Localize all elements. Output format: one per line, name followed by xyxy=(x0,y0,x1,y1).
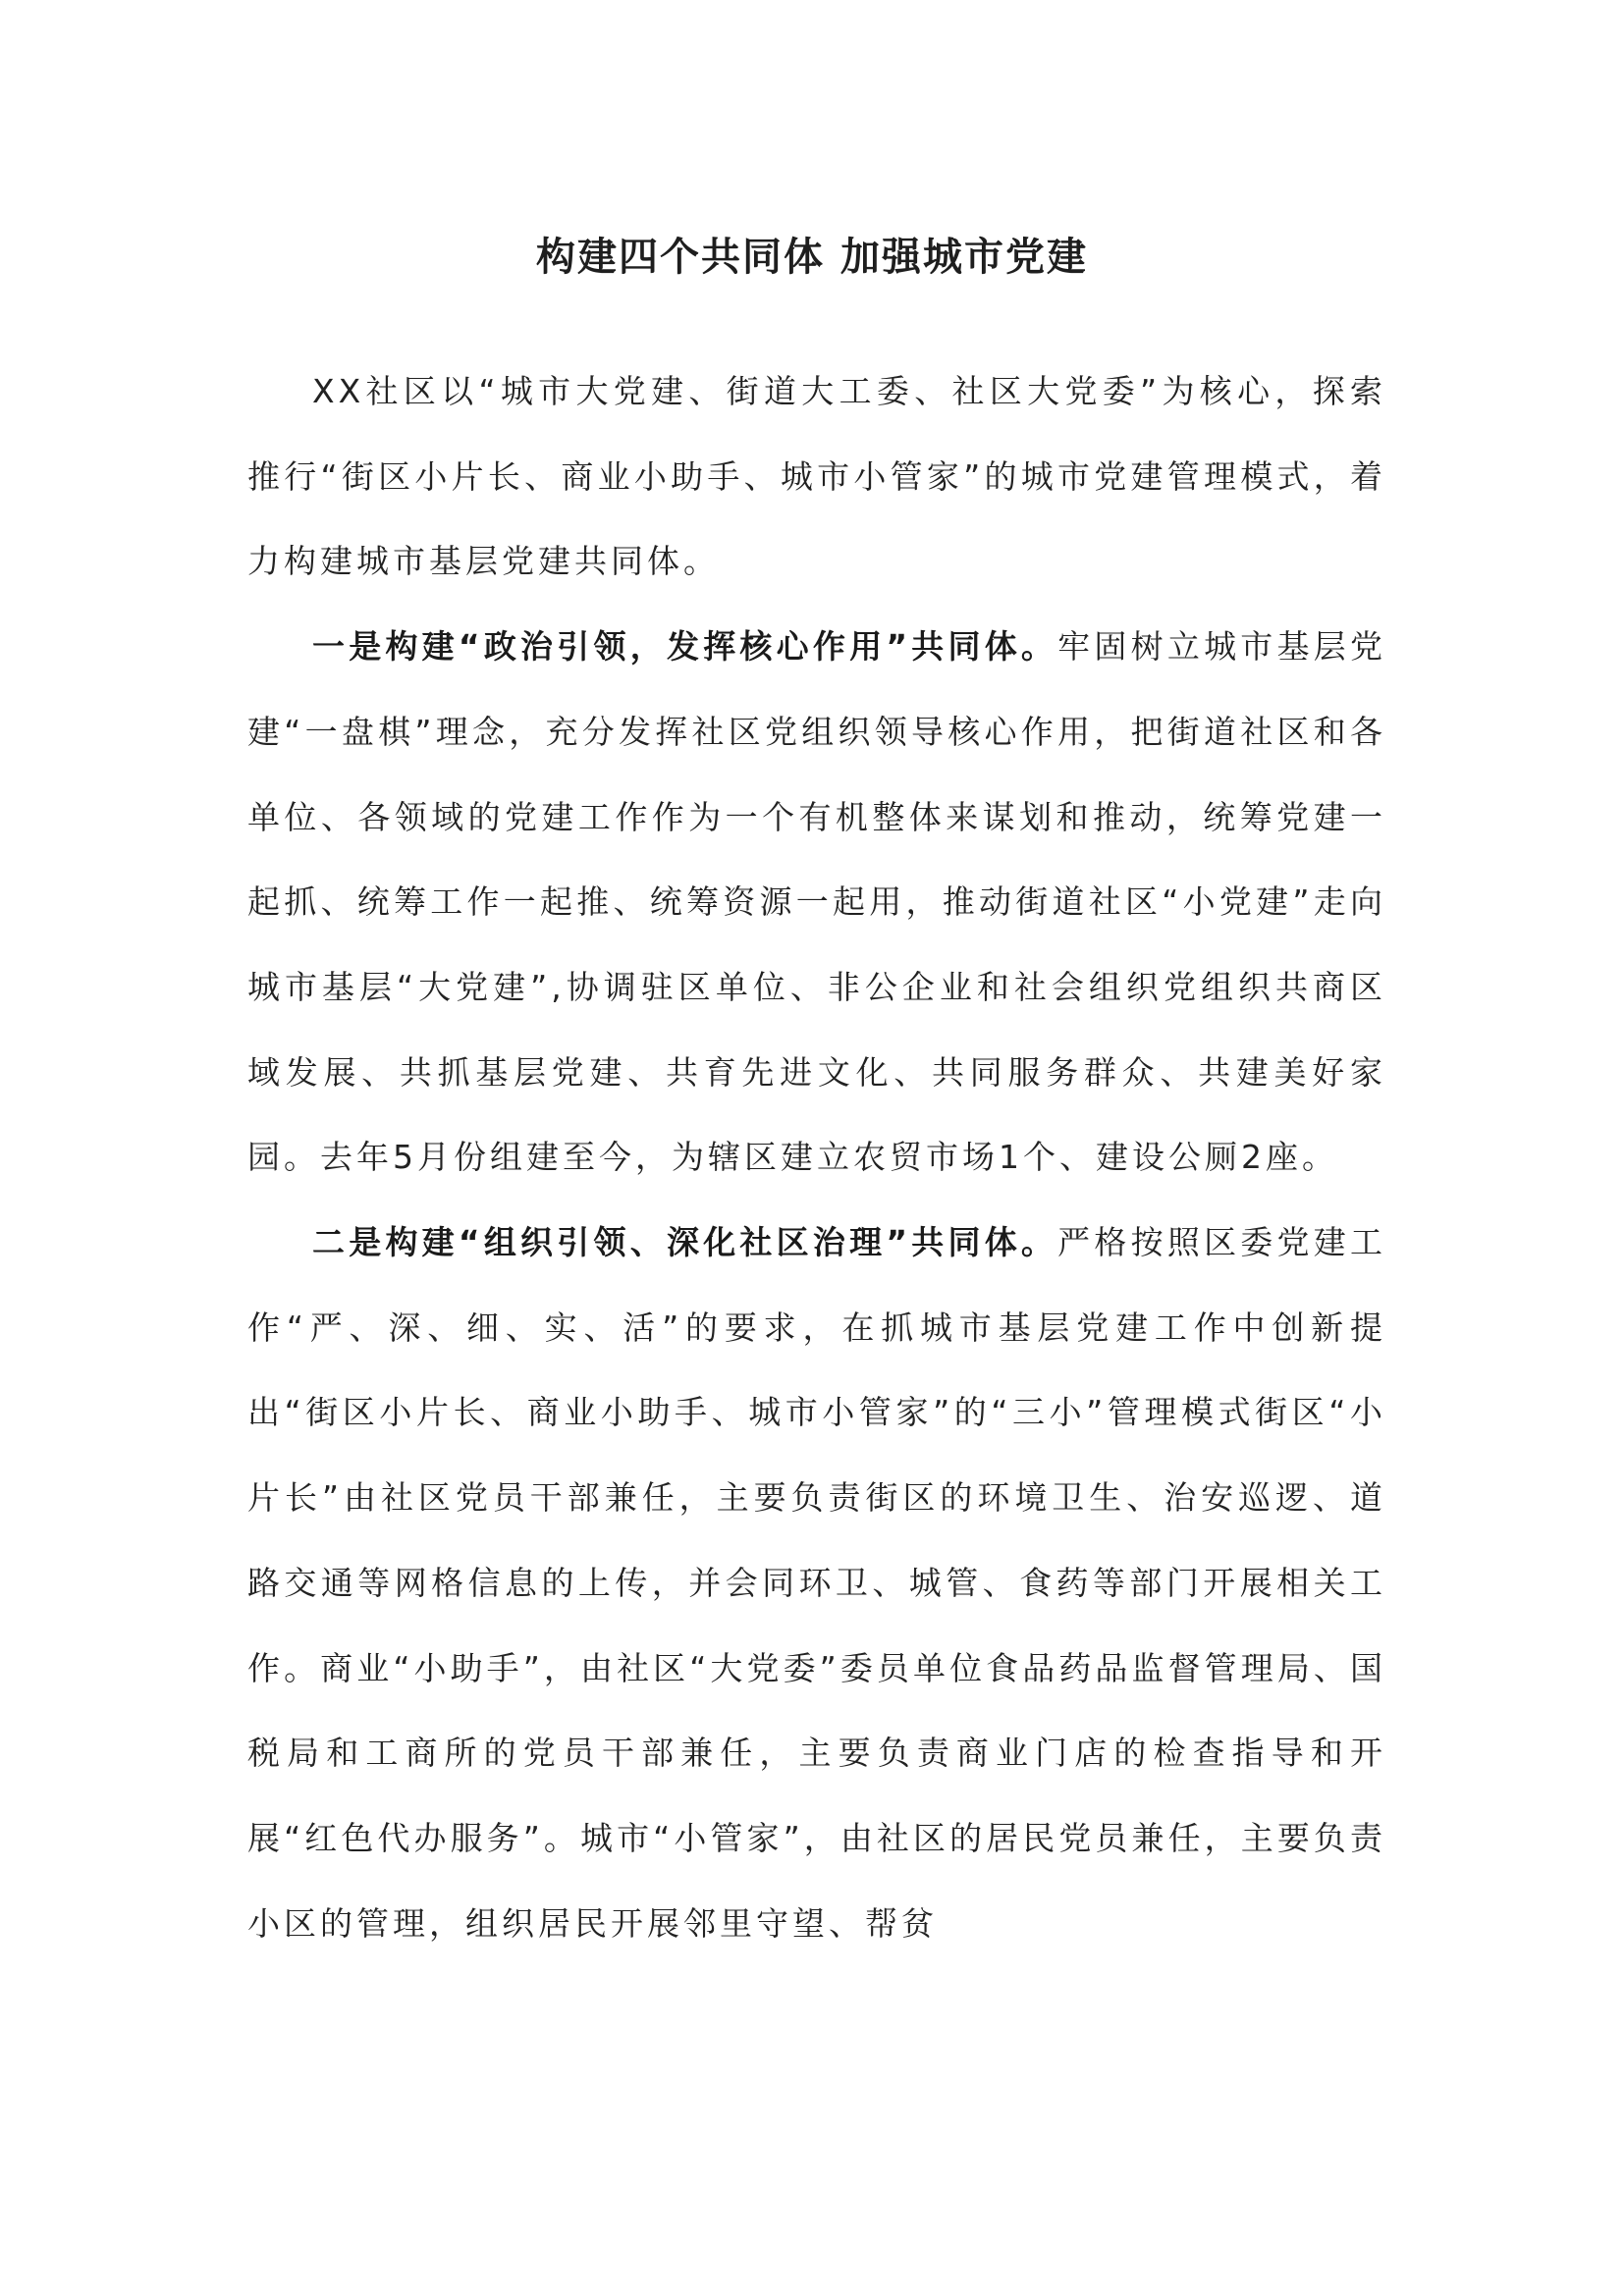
document-title: 构建四个共同体 加强城市党建 xyxy=(536,235,1088,280)
paragraph-organizational-leadership xyxy=(247,1201,1386,1966)
document-body xyxy=(247,349,1386,1966)
paragraph-intro xyxy=(247,349,1386,605)
paragraph-text: XX社区以“城市大党建、街道大工委、社区大党委”为核心，探索推行“街区小片长、商业小助手、城市小管家”的城市党建管理模式，着力构建城市基层党建共同体。 xyxy=(247,372,1386,581)
paragraph-text: 牢固树立城市基层党建“一盘棋”理念，充分发挥社区党组织领导核心作用，把街道社区和各单位、各领域的党建工作作为一个有机整体来谋划和推动，统筹党建一起抓、统筹工作一起推、统筹资源一起用，推动街道社区“小党建”走向城市基层“大党建”,协调驻区单位、非公企业和社会组织党组织共商区域发展、共抓基层党建、共育先进文化、共同服务群众、共建美好家园。去年5月份组建至今，为辖区建立农贸市场1个、建设公厕2座。 xyxy=(247,627,1386,1177)
paragraph-political-leadership xyxy=(247,605,1386,1201)
paragraph-lead-heading: 二是构建“组织引领、深化社区治理”共同体。 xyxy=(312,1223,1058,1262)
paragraph-text: 严格按照区委党建工作“严、深、细、实、活”的要求，在抓城市基层党建工作中创新提出“街区小片长、商业小助手、城市小管家”的“三小”管理模式街区“小片长”由社区党员干部兼任，主要负责街区的环境卫生、治安巡逻、道路交通等网格信息的上传，并会同环卫、城管、食药等部门开展相关工作。商业“小助手”，由社区“大党委”委员单位食品药品监督管理局、国税局和工商所的党员干部兼任，主要负责商业门店的检查指导和开展“红色代办服务”。城市“小管家”，由社区的居民党员兼任，主要负责小区的管理，组织居民开展邻里守望、帮贫 xyxy=(247,1223,1386,1943)
paragraph-lead-heading: 一是构建“政治引领，发挥核心作用”共同体。 xyxy=(312,627,1058,667)
